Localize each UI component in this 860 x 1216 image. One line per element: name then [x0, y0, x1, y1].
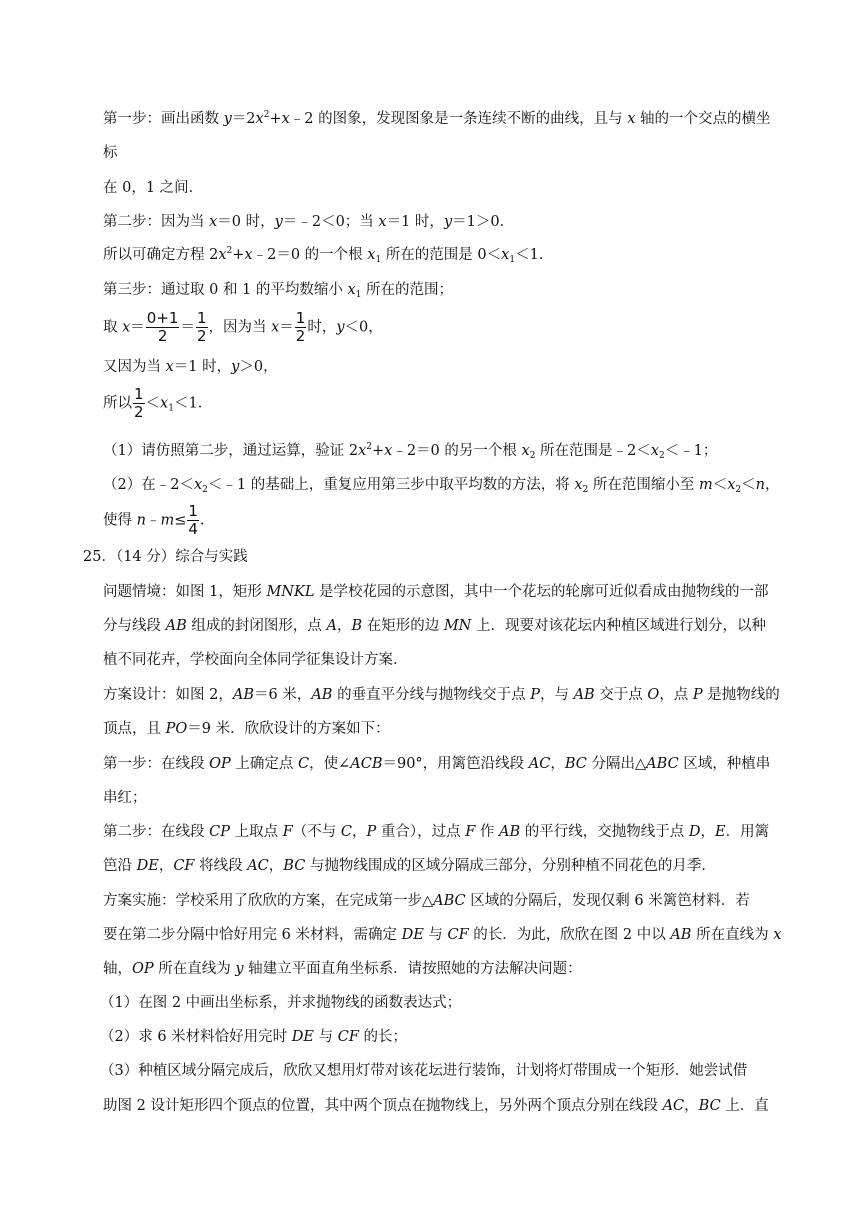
var: x [271, 319, 280, 336]
text: ＞0， [239, 359, 278, 375]
text: 区域的分隔后，发现仅剩 6 米篱笆材料．若 [465, 893, 750, 909]
subscript: 2 [529, 451, 536, 461]
text: ， [550, 756, 565, 772]
text: ﹣ [145, 512, 161, 529]
exponent: 2 [366, 442, 372, 452]
text: 与 [423, 927, 448, 943]
var: m [160, 512, 175, 529]
var: m [698, 477, 713, 493]
text: 上．直 [720, 1098, 769, 1114]
var: y [231, 359, 240, 375]
text: ， [351, 824, 367, 840]
var: D [688, 824, 701, 840]
numerator: 1 [188, 502, 198, 520]
text: 与 [314, 1029, 338, 1045]
text: 第二步：在线段 [103, 824, 210, 840]
text: ，使∠ [309, 756, 351, 772]
text: ＜﹣1 的基础上，重复应用第三步中取平均数的方法，将 [207, 477, 575, 493]
text: ， [336, 618, 352, 634]
p25-line [103, 925, 781, 945]
text: 分隔出△ [586, 756, 647, 772]
text: ＝0 时， [217, 214, 275, 230]
var: y [235, 961, 244, 977]
step3-so [103, 386, 212, 421]
denominator: 4 [188, 520, 198, 538]
text: + [232, 247, 245, 263]
var: AB [573, 687, 595, 703]
var: F [465, 824, 476, 840]
text: ＝ [180, 319, 195, 336]
text: 所在的范围； [361, 282, 454, 298]
text: （2）求 6 米材料恰好用完时 [100, 1029, 292, 1045]
var: y [336, 319, 345, 336]
var: x [501, 247, 510, 263]
var: y [274, 214, 283, 230]
subscript: 2 [658, 451, 665, 461]
fraction [295, 310, 307, 345]
var: x [367, 247, 376, 263]
text: ＜﹣1； [664, 443, 718, 459]
text: ＝1 时， [386, 214, 444, 230]
text: 时， [307, 319, 337, 336]
text: 在矩形的边 [362, 618, 444, 634]
text: ＜ [712, 477, 728, 493]
var: AB [670, 927, 692, 943]
text: 25．（14 分）综合与实践 [83, 549, 248, 565]
text: 使得 [103, 512, 137, 529]
var: x [727, 477, 736, 493]
text: ＝ [279, 319, 294, 336]
fraction [133, 386, 145, 421]
question-2-cont [103, 503, 205, 538]
var: CF [173, 858, 195, 874]
fraction [187, 503, 199, 538]
text: 交于点 [594, 687, 648, 703]
text: 在 0，1 之间． [103, 180, 204, 196]
text: ≤ [174, 512, 187, 529]
p25-line [103, 856, 716, 876]
text: ＝1 时， [173, 359, 232, 375]
subscript: 2 [735, 485, 742, 495]
var: AB [165, 618, 187, 634]
numerator: 0+1 [146, 309, 179, 327]
subscript: 1 [168, 403, 174, 414]
var: ACB [350, 756, 383, 772]
step1-cont [103, 178, 203, 198]
subscript: 1 [355, 290, 362, 300]
var: x [358, 443, 367, 459]
text: ， [700, 824, 715, 840]
text: ＝﹣2＜0；当 [282, 214, 379, 230]
text: 所在直线为 [153, 961, 236, 977]
text: ，点 [659, 687, 693, 703]
var: C [340, 824, 352, 840]
var: BC [698, 1098, 721, 1114]
var: x [281, 111, 290, 127]
var: DE [136, 858, 159, 874]
subscript: 2 [582, 485, 589, 495]
denominator: 2 [295, 327, 306, 345]
var: x [165, 359, 174, 375]
var: x [347, 282, 356, 298]
text: 将线段 [194, 858, 248, 874]
text: 第三步：通过取 0 和 1 的平均数缩小 [103, 282, 348, 298]
text: 的长．为此，欣欣在图 2 中以 [468, 927, 671, 943]
p25-line [103, 788, 147, 808]
text: 区域，种植串 [678, 756, 771, 772]
denominator: 2 [134, 403, 144, 421]
p25-line [103, 959, 582, 979]
p25-line [103, 582, 769, 602]
var: n [755, 477, 765, 493]
text: 重合），过点 [376, 824, 466, 840]
text: （1）请仿照第二步，通过运算，验证 2 [103, 443, 359, 459]
var: MNKL [266, 584, 315, 600]
var: x [650, 443, 659, 459]
p25-subq-3 [100, 1061, 747, 1081]
text: ＝6 米， [253, 687, 312, 703]
var: PO [165, 721, 188, 737]
text: 是学校花园的示意图，其中一个花坛的轮廓可近似看成由抛物线的一部 [314, 584, 769, 600]
text: 上．现要对该花坛内种植区域进行划分，以种 [471, 618, 766, 634]
var: OP [209, 756, 231, 772]
var: BC [283, 858, 306, 874]
step1-line [103, 109, 771, 129]
var: P [692, 687, 703, 703]
var: A [326, 618, 337, 634]
text: ＝9 米．欣欣设计的方案如下： [187, 721, 390, 737]
text: ，因为当 [208, 319, 272, 336]
numerator: 1 [196, 309, 207, 327]
var: OP [132, 961, 154, 977]
text: 又因为当 [103, 359, 166, 375]
text: 所以 [103, 395, 132, 412]
var: F [282, 824, 293, 840]
text: 所在的范围是 0＜ [381, 247, 502, 263]
exponent: 2 [263, 110, 270, 120]
p25-line [103, 616, 766, 636]
var: AC [247, 858, 269, 874]
var: x [378, 214, 387, 230]
text: 所在直线为 [691, 927, 774, 943]
var: AB [311, 687, 333, 703]
text: （1）在图 2 中画出坐标系，并求抛物线的函数表达式； [100, 995, 462, 1011]
text: + [269, 111, 282, 127]
var: x [521, 443, 530, 459]
step3-also [103, 357, 278, 377]
denominator: 2 [196, 327, 207, 345]
p25-line [103, 822, 769, 842]
p25-subq-2 [100, 1027, 407, 1047]
text: ＜1． [515, 247, 554, 263]
var: B [351, 618, 363, 634]
text: ＝2 [231, 111, 256, 127]
var: x [218, 247, 227, 263]
text: 所在范围缩小至 [588, 477, 699, 493]
var: C [297, 756, 310, 772]
var: AB [498, 824, 521, 840]
text: 分与线段 [103, 618, 166, 634]
fraction [146, 310, 180, 345]
text: 作 [475, 824, 499, 840]
text: ＜ [145, 395, 161, 412]
var: P [530, 687, 540, 703]
var: x [773, 927, 782, 943]
question-2 [103, 475, 779, 495]
subscript: 1 [509, 255, 516, 265]
text: 助图 2 设计矩形四个顶点的位置，其中两个顶点在抛物线上，另外两个顶点分别在线段 [103, 1098, 663, 1114]
var: x [193, 477, 203, 493]
var: n [136, 512, 146, 529]
text: 上确定点 [230, 756, 298, 772]
var: ABC [646, 756, 679, 772]
text: 第一步：在线段 [103, 756, 210, 772]
text: ， [158, 858, 174, 874]
text: . [199, 512, 205, 529]
var: P [366, 824, 377, 840]
text: 笆沿 [103, 858, 137, 874]
text: 方案实施：学校采用了欣欣的方案，在完成第一步△ [103, 893, 434, 909]
text: 方案设计：如图 2， [103, 687, 233, 703]
p25-line [103, 891, 750, 911]
text: ＜0， [344, 319, 383, 336]
var: DE [401, 927, 424, 943]
var: x [122, 319, 131, 336]
text: 轴建立平面直角坐标系．请按照她的方法解决问题： [243, 961, 582, 977]
text: ＝90°，用篱笆沿线段 [382, 756, 529, 772]
text: 植不同花卉，学校面向全体同学征集设计方案． [103, 652, 408, 668]
text: 与抛物线围成的区域分隔成三部分，分别种植不同花色的月季． [305, 858, 716, 874]
text: 轴， [103, 961, 132, 977]
var: x [574, 477, 583, 493]
var: MN [443, 618, 472, 634]
text: ＜1． [173, 395, 213, 412]
var: x [244, 247, 253, 263]
var: E [714, 824, 726, 840]
fraction [196, 310, 208, 345]
text: ＝1＞0． [452, 214, 515, 230]
text: ﹣2＝0 的另一个根 [392, 443, 522, 459]
text: （不与 [292, 824, 341, 840]
step1-wrap [103, 143, 118, 163]
step2-line2 [103, 245, 553, 265]
var: x [384, 443, 393, 459]
var: x [209, 214, 218, 230]
text: 串红； [103, 790, 147, 806]
var: BC [564, 756, 587, 772]
p25-line [103, 650, 408, 670]
p25-line [103, 754, 770, 774]
var: CF [337, 1029, 359, 1045]
var: y [443, 214, 453, 230]
step3-take [103, 310, 383, 345]
exponent: 2 [226, 246, 233, 256]
numerator: 1 [134, 385, 144, 403]
text: 第一步：画出函数 [103, 111, 224, 127]
text: ， [268, 858, 284, 874]
text: （2）在﹣2＜ [103, 477, 194, 493]
var: x [255, 111, 264, 127]
text: 的垂直平分线与抛物线交于点 [332, 687, 531, 703]
text: + [371, 443, 385, 459]
text: 取 [103, 319, 123, 336]
text: ， [684, 1098, 699, 1114]
question-1 [103, 441, 717, 461]
subscript: 1 [375, 255, 382, 265]
var: AC [662, 1098, 685, 1114]
text: 标 [103, 145, 118, 161]
subscript: 2 [202, 485, 208, 495]
text: ﹣2 的图象，发现图象是一条连续不断的曲线，且与 [289, 111, 628, 127]
text: ，与 [539, 687, 574, 703]
p25-line [103, 719, 390, 739]
text: 所以可确定方程 2 [103, 247, 219, 263]
text: ＝ [130, 319, 145, 336]
text: 的平行线，交抛物线于点 [520, 824, 689, 840]
var: O [647, 687, 660, 703]
text: （3）种植区域分隔完成后，欣欣又想用灯带对该花坛进行装饰，计划将灯带围成一个矩形．她尝试借 [100, 1063, 748, 1079]
var: CF [447, 927, 469, 943]
var: ABC [433, 893, 466, 909]
var: AB [232, 687, 254, 703]
text: ﹣2＝0 的一个根 [252, 247, 368, 263]
text: 的长； [358, 1029, 407, 1045]
text: ， [764, 477, 780, 493]
text: ．用篱 [725, 824, 770, 840]
var: x [627, 111, 636, 127]
var: AC [528, 756, 551, 772]
text: 上取点 [229, 824, 283, 840]
p25-line [103, 685, 780, 705]
text: 要在第二步分隔中恰好用完 6 米材料，需确定 [103, 927, 402, 943]
var: x [160, 395, 169, 412]
text: 问题情境：如图 1，矩形 [103, 584, 267, 600]
text: 顶点，且 [103, 721, 166, 737]
p25-line [103, 1096, 769, 1116]
text: 是抛物线的 [702, 687, 780, 703]
numerator: 1 [295, 309, 306, 327]
text: 组成的封闭图形，点 [186, 618, 327, 634]
var: DE [291, 1029, 314, 1045]
text: 所在范围是﹣2＜ [535, 443, 651, 459]
p25-subq-1 [100, 993, 461, 1013]
text: 第二步：因为当 [103, 214, 210, 230]
step2-line [103, 212, 514, 232]
step3-line [103, 280, 453, 300]
denominator: 2 [157, 327, 168, 345]
problem-25-header [83, 547, 248, 567]
text: 轴的一个交点的横坐 [635, 111, 771, 127]
var: CP [209, 824, 230, 840]
text: ＜ [741, 477, 756, 493]
var: y [223, 111, 232, 127]
